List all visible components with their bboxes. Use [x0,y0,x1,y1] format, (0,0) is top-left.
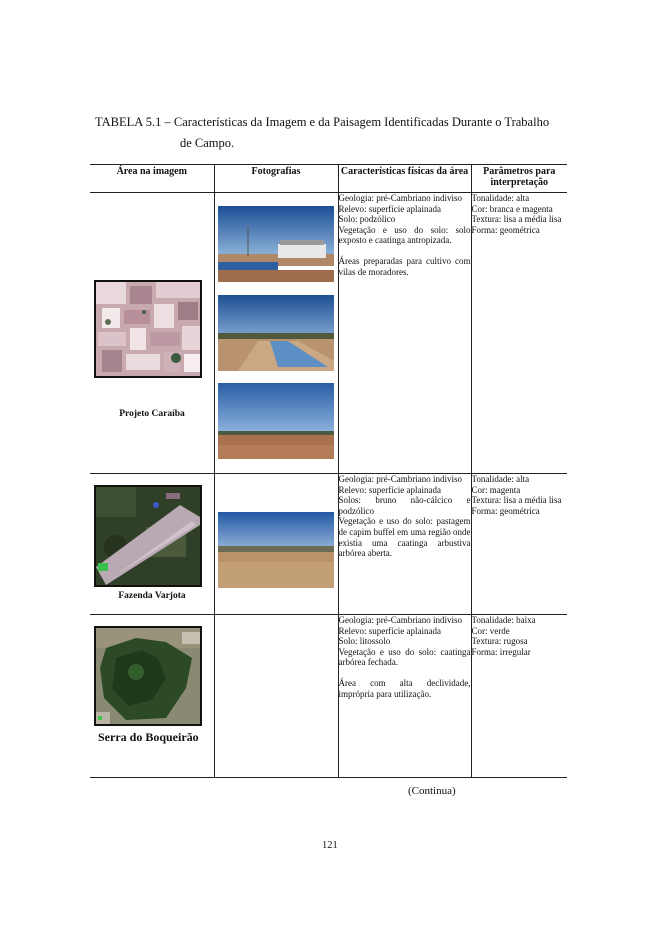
caption-line-2: de Campo. [180,136,235,150]
physical-line: Geologia: pré-Cambriano indiviso [338,193,462,203]
physical-line: Relevo: superfície aplainada [338,203,441,214]
table-row [90,193,567,474]
physical-note: Área com alta declividade, imprópria para utilização. [338,677,471,699]
parameters-cell [471,474,567,615]
physical-line: Geologia: pré-Cambriano indiviso [338,474,462,484]
caption-line-1: TABELA 5.1 – Características da Imagem e da Paisagem Identificadas Durante o Trabalho [95,115,550,129]
photo-irrigation-station [218,206,334,282]
physical-note: Áreas preparadas para cultivo com vilas de moradores. [338,255,471,277]
photos-cell [214,474,338,615]
physical-cell [338,193,471,474]
parameter-line: Textura: lisa a média lisa [471,495,562,506]
physical-line: Vegetação e uso do solo: caatinga arbórea fechada. [338,646,471,668]
area-cell [90,193,214,474]
characteristics-table [90,164,567,778]
photos-cell [214,615,338,778]
header-area: Área na imagem [90,165,214,193]
parameter-line: Textura: lisa a média lisa [471,214,562,225]
table-row [90,474,567,615]
physical-line: Solos: bruno não-cálcico e podzólico [338,495,471,516]
area-label: Serra do Boqueirão [98,730,199,744]
parameters-cell [471,615,567,778]
parameter-line: Tonalidade: alta [471,193,530,203]
parameters-cell [471,193,567,474]
physical-line: Vegetação e uso do solo: solo exposto e caatinga antropizada. [338,224,471,246]
parameter-line: Cor: verde [471,625,510,636]
header-photos: Fotografias [214,165,338,193]
area-label: Projeto Caraíba [119,409,185,419]
parameter-line: Tonalidade: baixa [471,615,536,625]
area-label: Fazenda Varjota [118,591,186,601]
physical-cell [338,615,471,778]
parameter-line: Forma: geométrica [471,505,540,516]
header-parameters: Parâmetros para interpretação [471,165,567,193]
table-header-row [90,165,567,193]
parameter-line: Textura: rugosa [471,636,528,647]
photo-canal [218,295,334,371]
parameter-line: Cor: magenta [471,484,521,495]
parameter-line: Tonalidade: alta [471,474,530,484]
physical-line: Vegetação e uso do solo: pastagem de capim buffel em uma região onde existia uma caatinga arbustiva arbórea aberta. [338,516,471,559]
photo-prepared-field [218,383,334,459]
table-row [90,615,567,778]
physical-line: Solo: litossolo [338,636,391,647]
satellite-image-serra-do-boqueirao [94,626,202,726]
parameter-line: Cor: branca e magenta [471,203,553,214]
header-physical: Características físicas da área [338,165,471,193]
parameter-line: Forma: geométrica [471,224,540,235]
page-number: 121 [322,840,338,851]
physical-cell [338,474,471,615]
satellite-image-fazenda-varjota [94,485,202,587]
continua-label: (Continua) [408,785,456,797]
physical-line: Relevo: superfície aplainada [338,625,441,636]
photo-buffel-pasture [218,512,334,588]
satellite-image-projeto-caraiba [94,280,202,378]
parameter-line: Forma: irregular [471,646,531,657]
area-cell [90,615,214,778]
physical-line: Relevo: superfície aplainada [338,484,441,495]
physical-line: Geologia: pré-Cambriano indiviso [338,615,462,625]
physical-line: Solo: podzólico [338,214,396,225]
photos-cell [214,193,338,474]
area-cell [90,474,214,615]
table-caption [95,112,575,154]
